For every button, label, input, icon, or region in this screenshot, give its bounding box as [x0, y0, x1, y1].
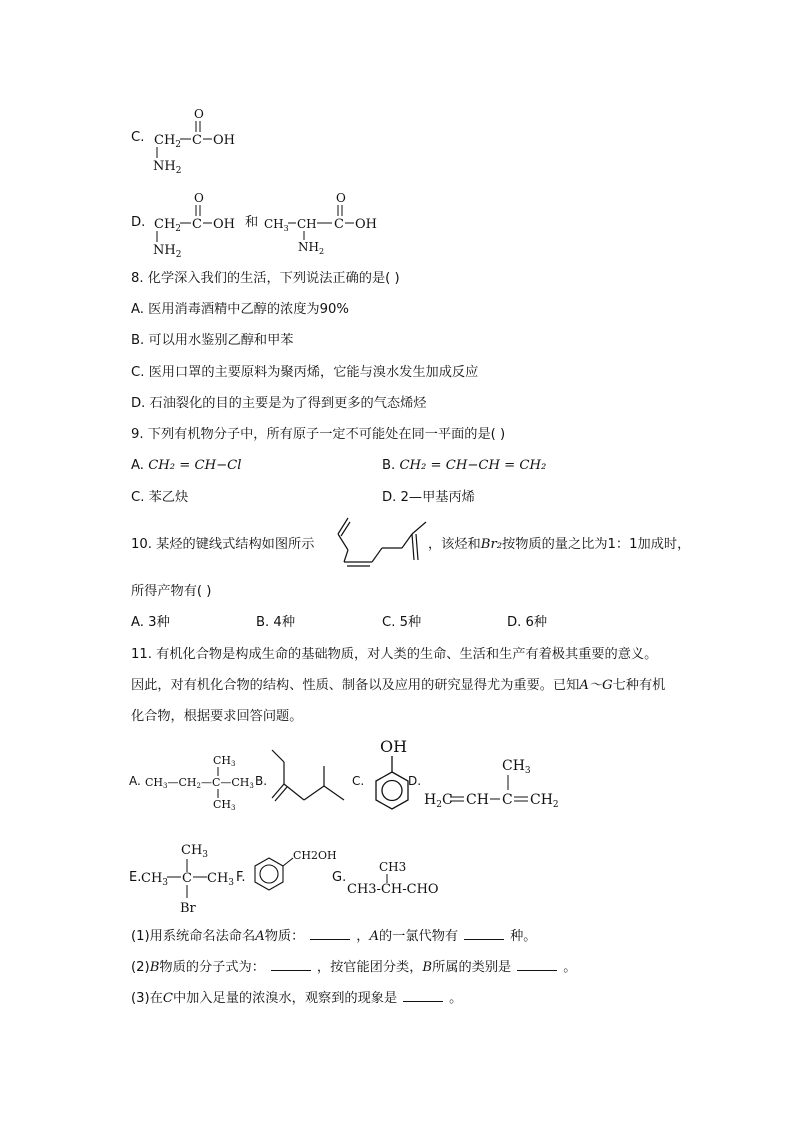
q7-glycine-structure-c: [150, 104, 270, 174]
svg-text:NH2: $NH_2$: [298, 240, 325, 256]
q10-skeletal-structure: [330, 516, 430, 576]
q11-e-label: E.: [129, 870, 142, 885]
svg-text:C: C: [502, 792, 513, 808]
q11-b-label: B.: [255, 774, 268, 788]
q10-stem-post-b: 按物质的量之比为1：1加成时，: [502, 537, 691, 552]
q10-option-a: A. 3种: [131, 615, 170, 630]
q11-sub2-blank1[interactable]: [271, 958, 311, 971]
q10-option-b: B. 4种: [256, 615, 296, 630]
svg-text:O: O: [194, 191, 204, 205]
svg-text:OH: OH: [213, 217, 235, 232]
q11-sub1-a-letter2: A: [369, 929, 379, 944]
q10-stem-line2: 所得产物有( ): [131, 584, 212, 599]
q9-option-b-formula: CH₂ = CH−CH = CH₂: [399, 458, 547, 473]
q11-c-label: C.: [352, 774, 365, 788]
q11-stem-line1: 11. 有机化合物是构成生命的基础物质，对人类的生命、生活和生产有着极其重要的意义。: [131, 647, 658, 662]
q9-stem: 9. 下列有机物分子中，所有原子一定不可能处在同一平面的是( ): [131, 427, 506, 442]
q11-stem-line2-b: 七种有机: [612, 678, 666, 693]
q10-stem-pre: 10. 某烃的键线式结构如图所示: [131, 537, 315, 552]
svg-text:OH: OH: [380, 737, 408, 756]
q11-sub2: [131, 958, 576, 977]
q10-option-c: C. 5种: [382, 615, 422, 630]
q8-option-b: B. 可以用水鉴别乙醇和甲苯: [131, 333, 294, 348]
q11-sub2-e: 。: [563, 960, 577, 975]
svg-text:CH2: $CH_2$: [154, 133, 182, 150]
q10-stem-post-a: ，该烃和: [428, 537, 481, 552]
svg-text:CH: CH: [466, 792, 489, 808]
q11-stem-line3: 化合物，根据要求回答问题。: [131, 709, 303, 724]
q8-option-c: C. 医用口罩的主要原料为聚丙烯，它能与溴水发生加成反应: [131, 365, 479, 380]
svg-text:Br: Br: [180, 901, 196, 916]
svg-text:CH3: $CH_3$: [181, 843, 209, 860]
q11-sub2-a: (2): [131, 960, 150, 975]
svg-text:C: C: [192, 217, 202, 232]
q11-sub2-c: ，按官能团分类，: [316, 960, 423, 975]
svg-text:OH: OH: [213, 133, 235, 148]
q8-stem: 8. 化学深入我们的生活，下列说法正确的是( ): [131, 271, 400, 286]
svg-text:C: C: [334, 217, 344, 232]
q11-sub3-blank[interactable]: [403, 989, 443, 1002]
q11-a-label: A.: [129, 774, 141, 788]
q11-stem-line2-range: A～G: [579, 678, 613, 693]
svg-text:O: O: [336, 191, 346, 205]
svg-text:C: C: [182, 871, 192, 886]
svg-text:CH3: CH3: [213, 798, 236, 812]
svg-text:CH3: CH3: [213, 754, 236, 768]
q11-sub1: [131, 927, 537, 946]
q9-option-d: D. 2—甲基丙烯: [382, 490, 475, 505]
q11-sub1-blank1[interactable]: [310, 927, 350, 940]
q9-option-c: C. 苯乙炔: [131, 490, 189, 505]
q11-sub1-blank2[interactable]: [464, 927, 504, 940]
q8-option-d: D. 石油裂化的目的主要是为了得到更多的气态烯烃: [131, 396, 427, 411]
q11-sub2-d: 所属的类别是: [432, 960, 512, 975]
svg-text:CH2OH: CH2OH: [293, 849, 337, 862]
q11-stem-line2: [131, 677, 665, 695]
q11-sub1-a: (1)用系统命名法命名: [131, 929, 256, 944]
q11-g-label: G.: [332, 870, 347, 885]
svg-text:CH3—CH2—C—CH3: CH3—CH2—C—CH3: [145, 776, 254, 790]
q11-sub3-b: 中加入足量的浓溴水，观察到的现象是: [172, 991, 398, 1006]
q11-struct-b: [268, 748, 358, 818]
svg-text:CH3: $CH_3$: [264, 217, 289, 233]
q11-sub3-c-letter: C: [162, 991, 173, 1006]
q11-sub3-a: (3)在: [131, 991, 163, 1006]
q7-option-d-conj: 和: [245, 215, 259, 230]
q11-struct-g: [345, 855, 455, 905]
svg-text:CH3-CH-CHO: CH3-CH-CHO: [347, 882, 439, 897]
svg-text:CH: CH: [297, 217, 317, 231]
svg-text:O: O: [194, 107, 204, 121]
q11-sub2-blank2[interactable]: [517, 958, 557, 971]
q11-sub1-c: ，: [356, 929, 370, 944]
q11-sub1-e: 种。: [510, 929, 537, 944]
q9-option-a: [131, 457, 241, 475]
q11-stem-line2-a: 因此，对有机化合物的结构、性质、制备以及应用的研究显得尤为重要。已知: [131, 678, 580, 693]
svg-text:CH3: CH3: [379, 860, 407, 874]
q11-sub2-b-letter2: B: [422, 960, 433, 975]
q9-option-a-label: A.: [131, 458, 144, 473]
q11-sub1-d: 的一氯代物有: [379, 929, 459, 944]
q10-br2: Br₂: [480, 537, 503, 552]
q11-sub3: [131, 989, 462, 1008]
svg-text:CH3: $CH_3$: [207, 871, 235, 888]
q9-option-b: [382, 457, 546, 475]
q11-sub2-b-letter: B: [149, 960, 160, 975]
q7-option-d-label: D.: [131, 215, 146, 230]
q10-option-d: D. 6种: [507, 615, 548, 630]
q11-sub1-b: 物质：: [264, 929, 305, 944]
svg-text:CH3: $CH_3$: [141, 871, 169, 888]
q10-stem-post: [428, 536, 690, 554]
q11-struct-f-benzyl-alcohol: [247, 846, 337, 906]
svg-text:CH3: $CH_3$: [502, 758, 531, 776]
q11-d-label: D.: [408, 774, 422, 788]
q11-sub3-c: 。: [449, 991, 463, 1006]
q7-option-c-label: C.: [131, 130, 145, 145]
svg-text:H2C: $H_2C$: [424, 792, 453, 810]
q11-sub1-a-letter: A: [255, 929, 265, 944]
svg-text:CH2: $CH_2$: [154, 217, 182, 234]
q11-sub2-b: 物质的分子式为：: [159, 960, 265, 975]
q11-struct-e: [141, 838, 251, 918]
svg-text:CH2: $CH_2$: [530, 792, 559, 810]
svg-text:NH2: $NH_2$: [153, 243, 182, 260]
q9-option-b-label: B.: [382, 458, 396, 473]
q11-struct-d: [424, 756, 564, 816]
svg-text:OH: OH: [355, 217, 377, 232]
svg-text:NH2: $NH_2$: [153, 159, 182, 176]
svg-text:C: C: [192, 133, 202, 148]
q11-f-label: F.: [236, 870, 246, 885]
q9-option-a-formula: CH₂ = CH−Cl: [148, 458, 242, 473]
q8-option-a: A. 医用消毒酒精中乙醇的浓度为90%: [131, 302, 349, 317]
q7-alanine-structure-d: [262, 188, 392, 258]
